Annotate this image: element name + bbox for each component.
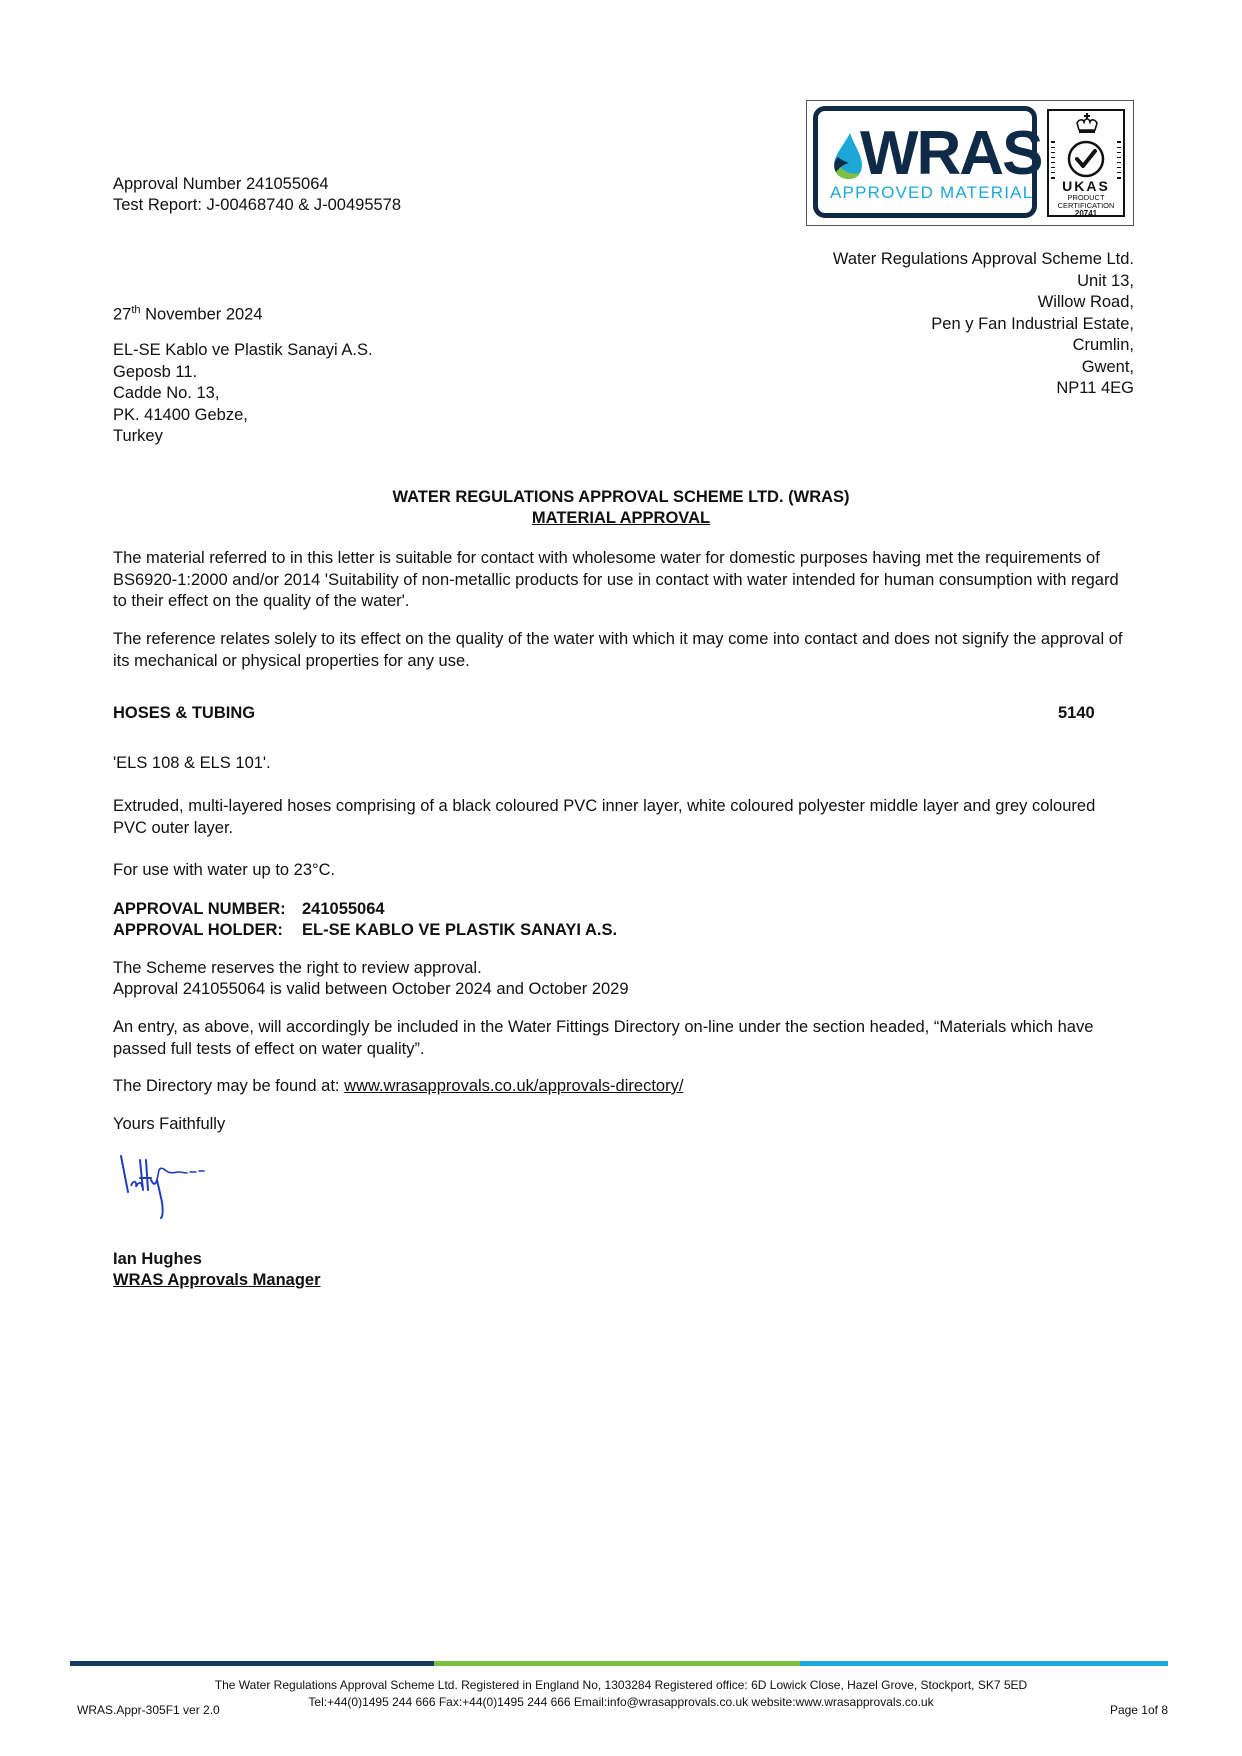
wras-wordmark: WRAS	[860, 119, 1042, 188]
ukas-certification-label: CERTIFICATION	[1057, 201, 1115, 210]
footer-bar-blue	[800, 1661, 1168, 1666]
usage-condition: For use with water up to 23°C.	[113, 861, 336, 879]
review-statement: The Scheme reserves the right to review approval.	[113, 959, 482, 977]
category-code: 5140	[1058, 704, 1095, 722]
closing-salutation: Yours Faithfully	[113, 1115, 226, 1133]
address-line: NP11 4EG	[1056, 379, 1134, 397]
recipient-address	[113, 340, 373, 448]
signatory-title: WRAS Approvals Manager	[113, 1271, 321, 1289]
address-line: Unit 13,	[1077, 271, 1134, 290]
crown-icon	[1075, 113, 1099, 135]
signature-image	[115, 1150, 225, 1225]
approval-number-reference: Approval Number 241055064	[113, 175, 329, 193]
footer-bar-green	[434, 1661, 800, 1666]
letter-date	[113, 300, 263, 326]
ruler-right	[1117, 141, 1121, 179]
address-line: Water Regulations Approval Scheme Ltd.	[832, 250, 1134, 268]
footer-bar-navy	[70, 1661, 434, 1666]
paragraph-suitability: The material referred to in this letter is suitable for contact with wholesome water for domestic purposes having met the requirements of BS6920-1:2000 and/or 2014 'Suitability of non-metallic products for use in contact with water intended for human consumption with regard to their effect on the quality of the water'.	[113, 549, 1119, 610]
address-line: Crumlin,	[1072, 336, 1134, 354]
approval-number-value: 241055064	[302, 900, 385, 918]
directory-location	[113, 1076, 683, 1098]
wras-tagline: APPROVED MATERIAL	[830, 183, 1034, 202]
address-line: Willow Road,	[1037, 293, 1134, 311]
ruler-left	[1051, 141, 1055, 179]
ukas-logo	[1047, 109, 1125, 217]
directory-link[interactable]: www.wrasapprovals.co.uk/approvals-directory/	[344, 1077, 684, 1095]
address-line: EL-SE Kablo ve Plastik Sanayi A.S.	[113, 341, 373, 359]
water-drop-icon	[830, 131, 864, 181]
address-line: Gwent,	[1081, 357, 1134, 376]
document-subtitle: MATERIAL APPROVAL	[531, 509, 711, 527]
approval-holder-value: EL-SE KABLO VE PLASTIK SANAYI A.S.	[302, 921, 618, 939]
ukas-number: 20741	[1074, 209, 1098, 218]
directory-prefix: The Directory may be found at:	[113, 1077, 345, 1095]
product-name: 'ELS 108 & ELS 101'.	[113, 754, 271, 772]
approval-holder-label: APPROVAL HOLDER:	[113, 921, 283, 939]
address-line: Cadde No. 13,	[113, 384, 220, 402]
test-report-reference: Test Report: J-00468740 & J-00495578	[113, 196, 402, 214]
footer-contact: Tel:+44(0)1495 244 666 Fax:+44(0)1495 244 666 Email:info@wrasapprovals.co.uk website:www.wrasapprovals.co.uk	[308, 1695, 934, 1709]
ukas-product-label: PRODUCT	[1067, 193, 1105, 202]
address-line: PK. 41400 Gebze,	[113, 405, 248, 424]
sender-address	[833, 249, 1134, 400]
validity-statement: Approval 241055064 is valid between October 2024 and October 2029	[113, 980, 629, 998]
category-label: HOSES & TUBING	[113, 704, 256, 722]
checkmark-circle-icon	[1065, 139, 1107, 179]
date-suffix: th	[131, 304, 141, 316]
signatory-name: Ian Hughes	[113, 1250, 202, 1268]
date-rest: November 2024	[140, 305, 263, 324]
certification-logos	[806, 100, 1134, 226]
footer-page-number: Page 1of 8	[1109, 1703, 1168, 1717]
ukas-wordmark: UKAS	[1062, 178, 1110, 194]
wras-logo	[813, 106, 1042, 218]
address-line: Geposb 11.	[113, 362, 198, 381]
approval-number-label: APPROVAL NUMBER:	[113, 900, 286, 918]
product-description: Extruded, multi-layered hoses comprising of a black coloured PVC inner layer, white coloured polyester middle layer and grey coloured PVC outer layer.	[113, 797, 1096, 837]
footer-form-reference: WRAS.Appr-305F1 ver 2.0	[77, 1703, 220, 1717]
footer-registration: The Water Regulations Approval Scheme Ltd. Registered in England No, 1303284 Registered office: 6D Lowick Close, Hazel Grove, Stockport, SK7 5ED	[214, 1678, 1028, 1692]
paragraph-reference: The reference relates solely to its effect on the quality of the water with which it may come into contact and does not signify the approval of its mechanical or physical properties for any use.	[113, 630, 1123, 670]
document-title: WATER REGULATIONS APPROVAL SCHEME LTD. (WRAS)	[392, 488, 850, 506]
address-line: Turkey	[113, 427, 163, 445]
footer-color-bar	[70, 1661, 1168, 1666]
date-day: 27	[113, 305, 132, 324]
address-line: Pen y Fan Industrial Estate,	[931, 314, 1134, 333]
directory-paragraph: An entry, as above, will accordingly be included in the Water Fittings Directory on-line under the section headed, “Materials which have passed full tests of effect on water quality”.	[113, 1018, 1094, 1058]
